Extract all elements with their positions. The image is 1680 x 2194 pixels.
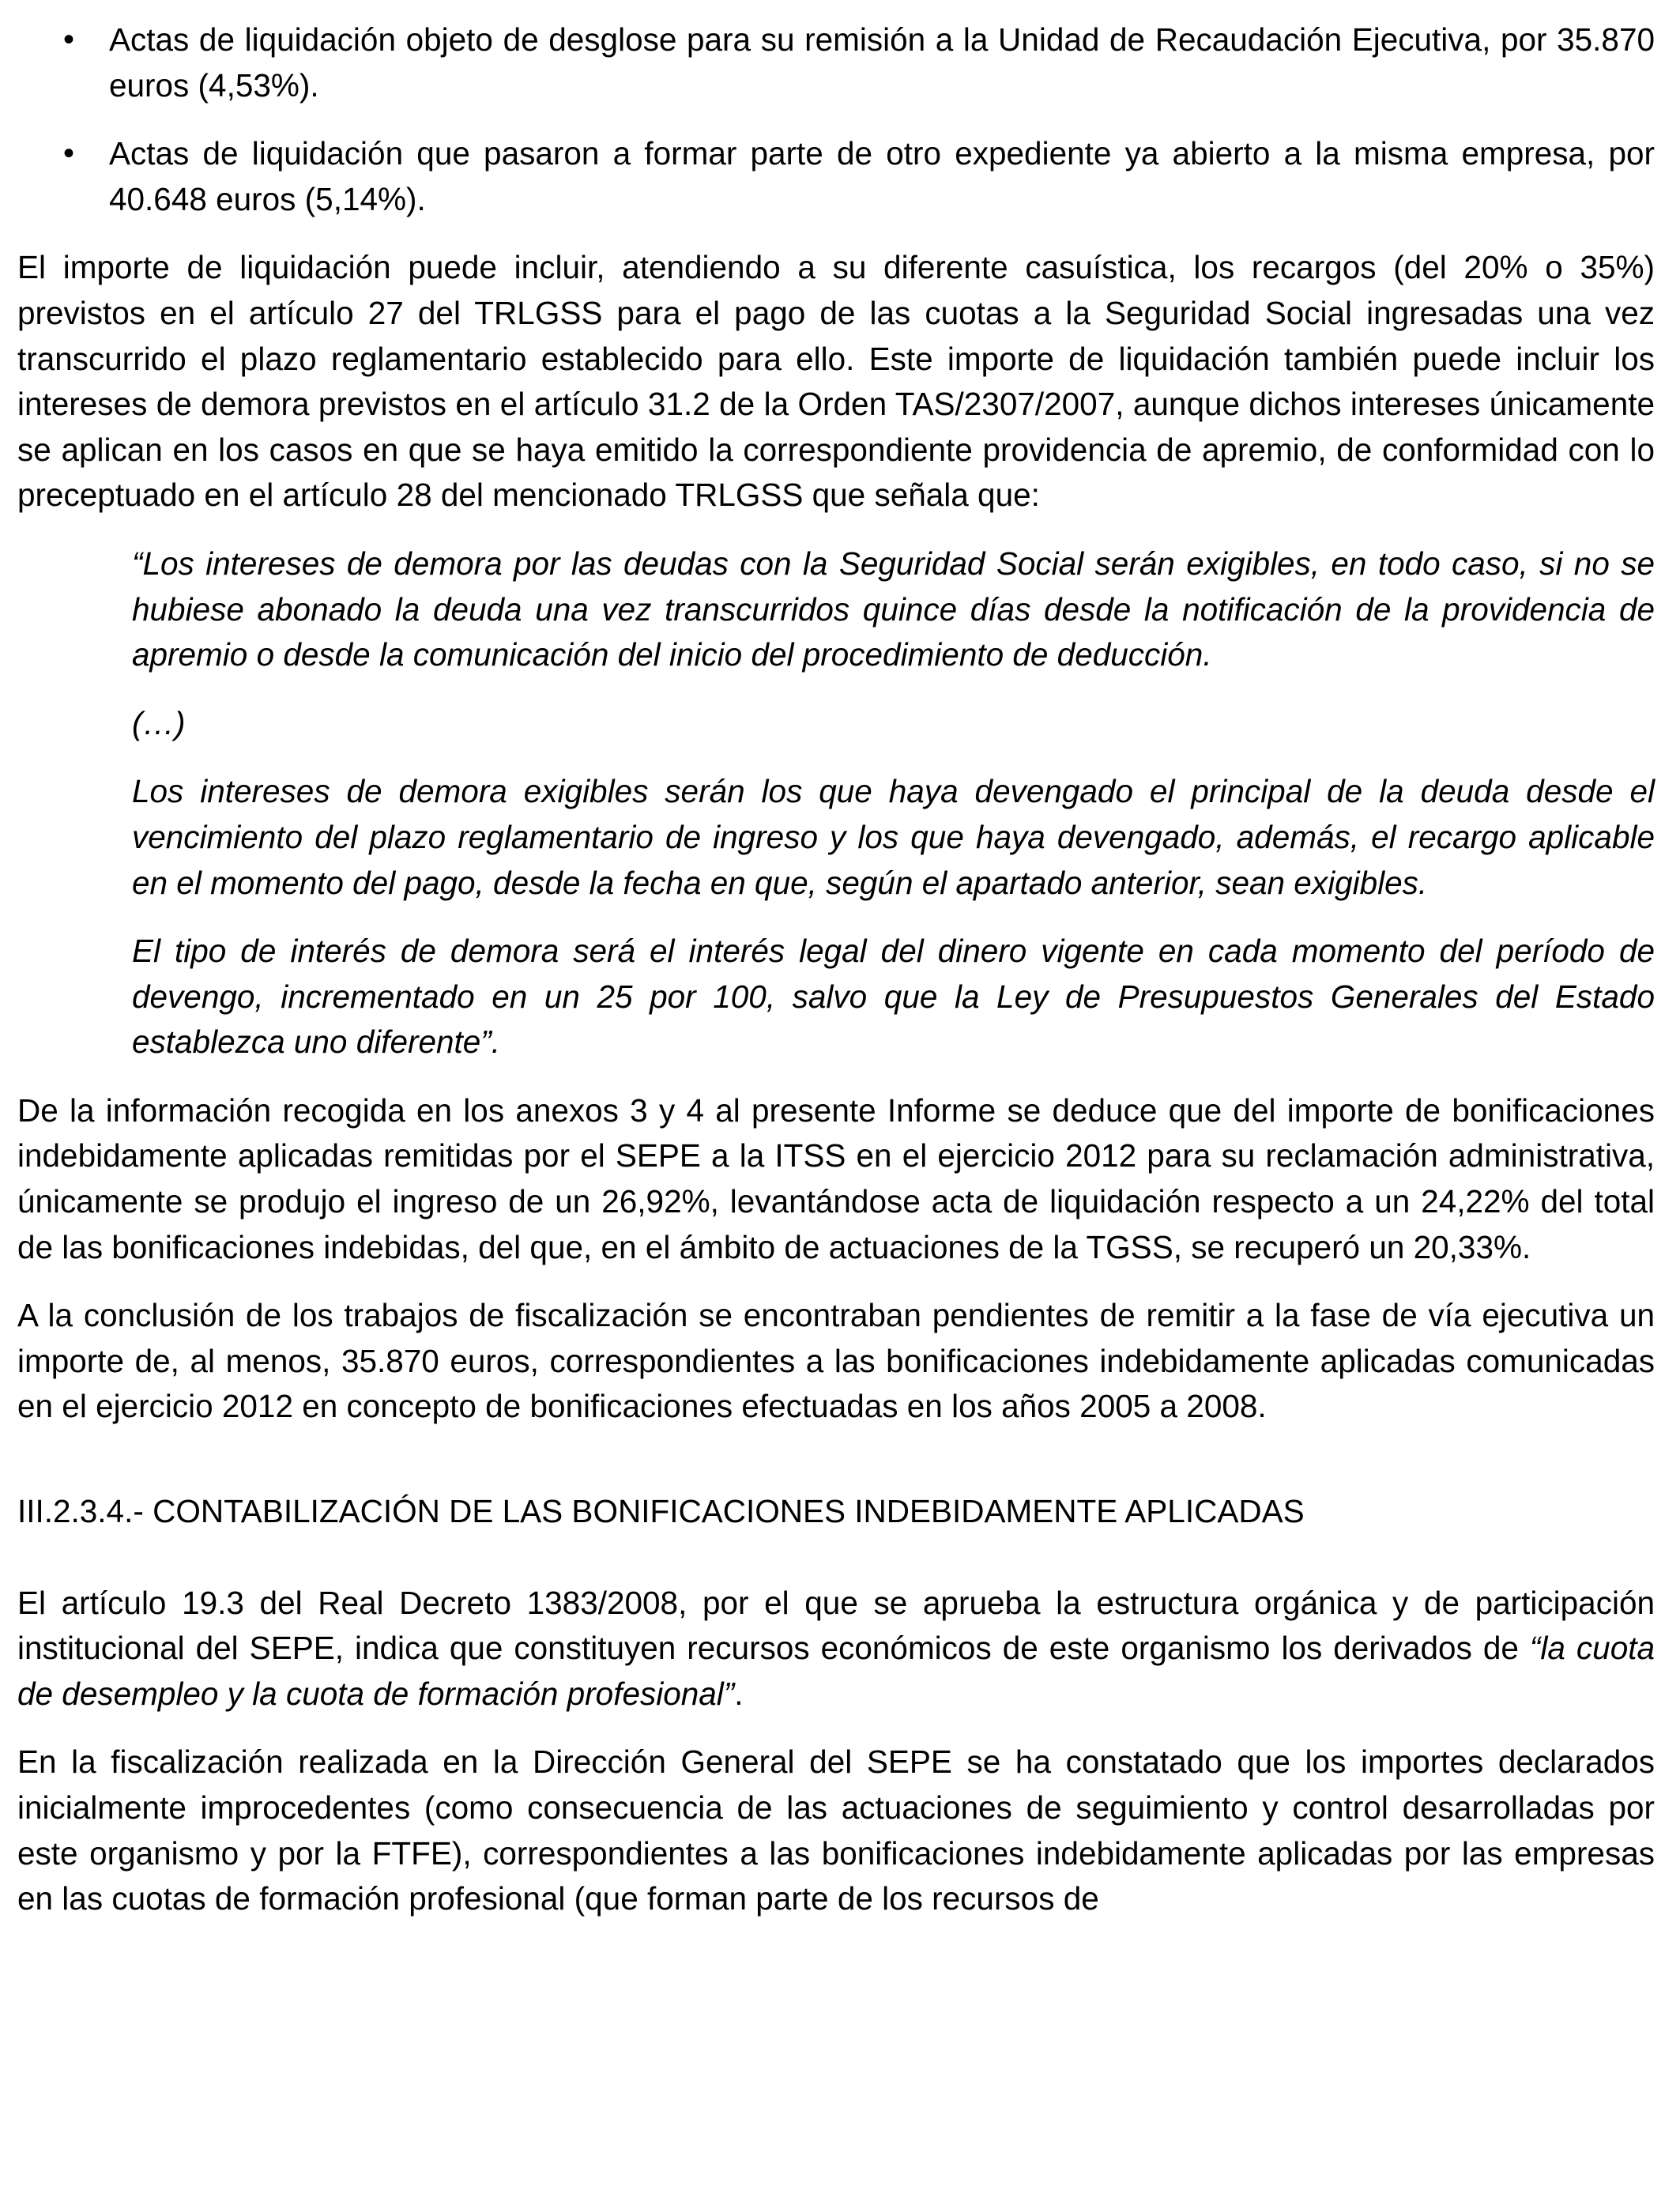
paragraph-annex-information: De la información recogida en los anexos 3 y 4 al presente Informe se deduce que del importe de bonificaciones indebidamente aplicadas remitidas por el SEPE a la ITSS en el ejercicio 2012 para su reclamación administrativa, únicamente se produjo el ingreso de un 26,92%, levantándose acta de liquidación respecto a un 24,22% del total de las bonificaciones indebidas, del que, en el ámbito de actuaciones de la TGSS, se recuperó un 20,33%. — [17, 1091, 1655, 1265]
quote-paragraph-1: “Los intereses de demora por las deudas con la Seguridad Social serán exigibles, en todo caso, si no se hubiese abonado la deuda una vez transcurridos quince días desde la notificación de la providencia de apremio o desde la comunicación del inicio del procedimiento de deducción. — [132, 545, 1655, 673]
quote-paragraph-3: El tipo de interés de demora será el interés legal del dinero vigente en cada momento del período de devengo, incrementado en un 25 por 100, salvo que la Ley de Presupuestos Generales del Estado establezca uno diferente”. — [132, 933, 1655, 1061]
quote-paragraph-2: Los intereses de demora exigibles serán los que haya devengado el principal de la deuda desde el vencimiento del plazo reglamentario de ingreso y los que haya devengado, además, el recargo aplicable en el momento del pago, desde la fecha en que, según el apartado anterior, sean exigibles. — [132, 773, 1655, 901]
quote-ellipsis: (…) — [132, 704, 186, 741]
paragraph-real-decreto-quote: “la cuota de desempleo y la cuota de formación profesional” — [17, 1630, 1656, 1712]
paragraph-real-decreto-text: El artículo 19.3 del Real Decreto 1383/2008, por el que se aprueba la estructura orgánica y de participación institucional del SEPE, indica que constituyen recursos económicos de este organismo los derivados de — [17, 1584, 1655, 1667]
paragraph-liquidation-amount: El importe de liquidación puede incluir, atendiendo a su diferente casuística, los recargos (del 20% o 35%) previstos en el artículo 27 del TRLGSS para el pago de las cuotas a la Seguridad Social ingresadas una vez transcurrido el plazo reglamentario establecido para ello. Este importe de liquidación también puede incluir los intereses de demora previstos en el artículo 31.2 de la Orden TAS/2307/2007, aunque dichos intereses únicamente se aplican en los casos en que se haya emitido la correspondiente providencia de apremio, de conformidad con lo preceptuado en el artículo 28 del mencionado TRLGSS que señala que: — [17, 249, 1655, 514]
document-body — [17, 17, 1655, 1945]
list-item — [17, 131, 1655, 222]
paragraph-fiscalization-sepe: En la fiscalización realizada en la Dirección General del SEPE se ha constatado que los importes declarados inicialmente improcedentes (como consecuencia de las actuaciones de seguimiento y control desarrolladas por este organismo y por la FTFE), correspondientes a las bonificaciones indebidamente aplicadas por las empresas en las cuotas de formación profesional (que forman parte de los recursos de — [17, 1744, 1655, 1917]
bullet-icon: • — [63, 136, 75, 172]
paragraph-real-decreto-end: . — [734, 1675, 744, 1712]
list-item — [17, 17, 1655, 108]
list-item-text: Actas de liquidación objeto de desglose para su remisión a la Unidad de Recaudación Ejecutiva, por 35.870 euros (4,53%). — [109, 21, 1655, 104]
section-heading: III.2.3.4.- CONTABILIZACIÓN DE LAS BONIFICACIONES INDEBIDAMENTE APLICADAS — [17, 1493, 1305, 1530]
bullet-icon: • — [63, 22, 75, 57]
list-item-text: Actas de liquidación que pasaron a formar parte de otro expediente ya abierto a la misma empresa, por 40.648 euros (5,14%). — [109, 135, 1655, 217]
paragraph-conclusion: A la conclusión de los trabajos de fiscalización se encontraban pendientes de remitir a la fase de vía ejecutiva un importe de, al menos, 35.870 euros, correspondientes a las bonificaciones indebidamente aplicadas comunicadas en el ejercicio 2012 en concepto de bonificaciones efectuadas en los años 2005 a 2008. — [17, 1297, 1655, 1425]
bullet-list — [17, 17, 1655, 222]
paragraph-real-decreto — [17, 1581, 1655, 1717]
